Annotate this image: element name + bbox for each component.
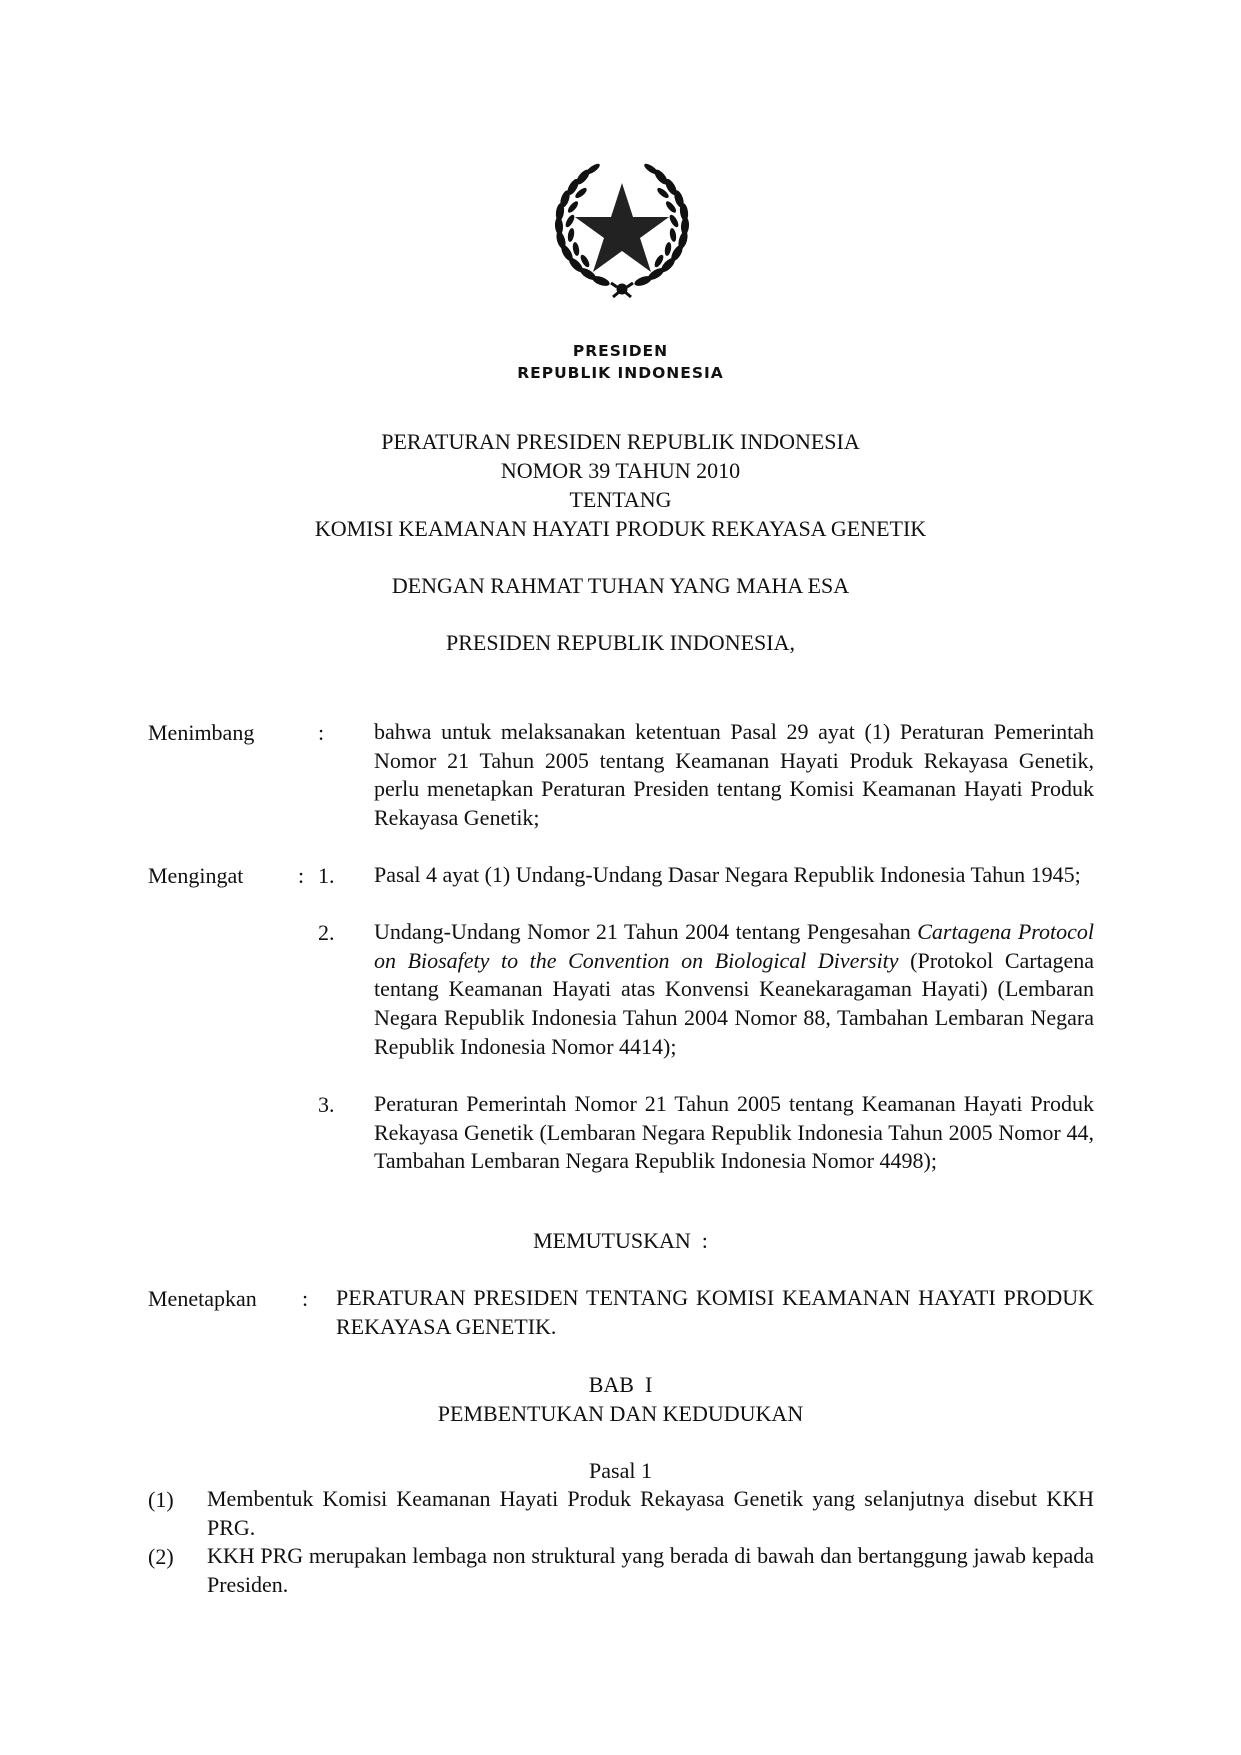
seal-graphic (543, 155, 701, 305)
pasal-1-item-1-text: Membentuk Komisi Keamanan Hayati Produk Rekayasa Genetik yang selanjutnya disebut KKH PRG. (207, 1486, 1094, 1540)
doc-subject: KOMISI KEAMANAN HAYATI PRODUK REKAYASA GENETIK (314, 516, 927, 541)
doc-number: NOMOR 39 TAHUN 2010 (500, 458, 741, 483)
emblem-line-presiden: PRESIDEN (572, 342, 669, 360)
pasal-1-item-1-number: (1) (148, 1487, 174, 1512)
pasal-1-title: Pasal 1 (589, 1458, 652, 1483)
pasal-1-item-2-text: KKH PRG merupakan lembaga non struktural yang berada di bawah dan bertanggung jawab kepada Presiden. (207, 1543, 1094, 1597)
mengingat-item-2-text-after: (Protokol Cartagena tentang Keamanan Hayati atas Konvensi Keanekaragaman Hayati) (Lembaran Negara Republik Indonesia Tahun 2004 Nomor 88, Tambahan Lembaran Negara Republik Indonesia Nomor 4414); (374, 947, 1095, 1059)
memutuskan-heading: MEMUTUSKAN : (533, 1228, 708, 1253)
mengingat-item-2-text (374, 918, 1094, 1062)
mengingat-label: Mengingat (148, 863, 244, 888)
menimbang-colon: : (318, 720, 325, 745)
pasal-1-item-2-number: (2) (148, 1544, 174, 1569)
star-icon (575, 183, 669, 272)
preamble-grace: DENGAN RAHMAT TUHAN YANG MAHA ESA (391, 573, 850, 598)
ribbon-knot (611, 283, 633, 297)
mengingat-item-1-text: Pasal 4 ayat (1) Undang-Undang Dasar Negara Republik Indonesia Tahun 1945; (374, 862, 1081, 887)
menimbang-label: Menimbang (148, 720, 255, 745)
menetapkan-colon: : (302, 1286, 309, 1311)
doc-tentang: TENTANG (569, 487, 672, 512)
doc-title: PERATURAN PRESIDEN REPUBLIK INDONESIA (381, 429, 860, 454)
bab-number: BAB I (588, 1372, 653, 1397)
mengingat-item-1-number: 1. (318, 863, 335, 888)
bab-title: PEMBENTUKAN DAN KEDUDUKAN (437, 1401, 804, 1426)
mengingat-item-2-text-before: Undang-Undang Nomor 21 Tahun 2004 tentang Pengesahan (374, 919, 918, 944)
menetapkan-label: Menetapkan (148, 1286, 257, 1311)
mengingat-item-2-number: 2. (318, 920, 335, 945)
presidential-seal-icon (543, 155, 701, 305)
mengingat-colon: : (298, 863, 305, 888)
preamble-president: PRESIDEN REPUBLIK INDONESIA, (446, 630, 795, 655)
mengingat-item-2-text-italic: Cartagena Protocol on Biosafety to the Convention on Biological Diversity (374, 919, 1094, 973)
mengingat-item-3-number: 3. (318, 1092, 335, 1117)
mengingat-item-3-text: Peraturan Pemerintah Nomor 21 Tahun 2005 tentang Keamanan Hayati Produk Rekayasa Genetik (Lembaran Negara Republik Indonesia Tahun 2005 Nomor 44, Tambahan Lembaran Negara Republik Indonesia Nomor 4498); (374, 1091, 1094, 1174)
menimbang-text: bahwa untuk melaksanakan ketentuan Pasal 29 ayat (1) Peraturan Pemerintah Nomor 21 Tahun 2005 tentang Keamanan Hayati Produk Rekayasa Genetik, perlu menetapkan Peraturan Presiden tentang Komisi Keamanan Hayati Produk Rekayasa Genetik; (374, 719, 1094, 831)
emblem-line-republik: REPUBLIK INDONESIA (517, 364, 724, 382)
menetapkan-text: PERATURAN PRESIDEN TENTANG KOMISI KEAMANAN HAYATI PRODUK REKAYASA GENETIK. (336, 1285, 1094, 1339)
